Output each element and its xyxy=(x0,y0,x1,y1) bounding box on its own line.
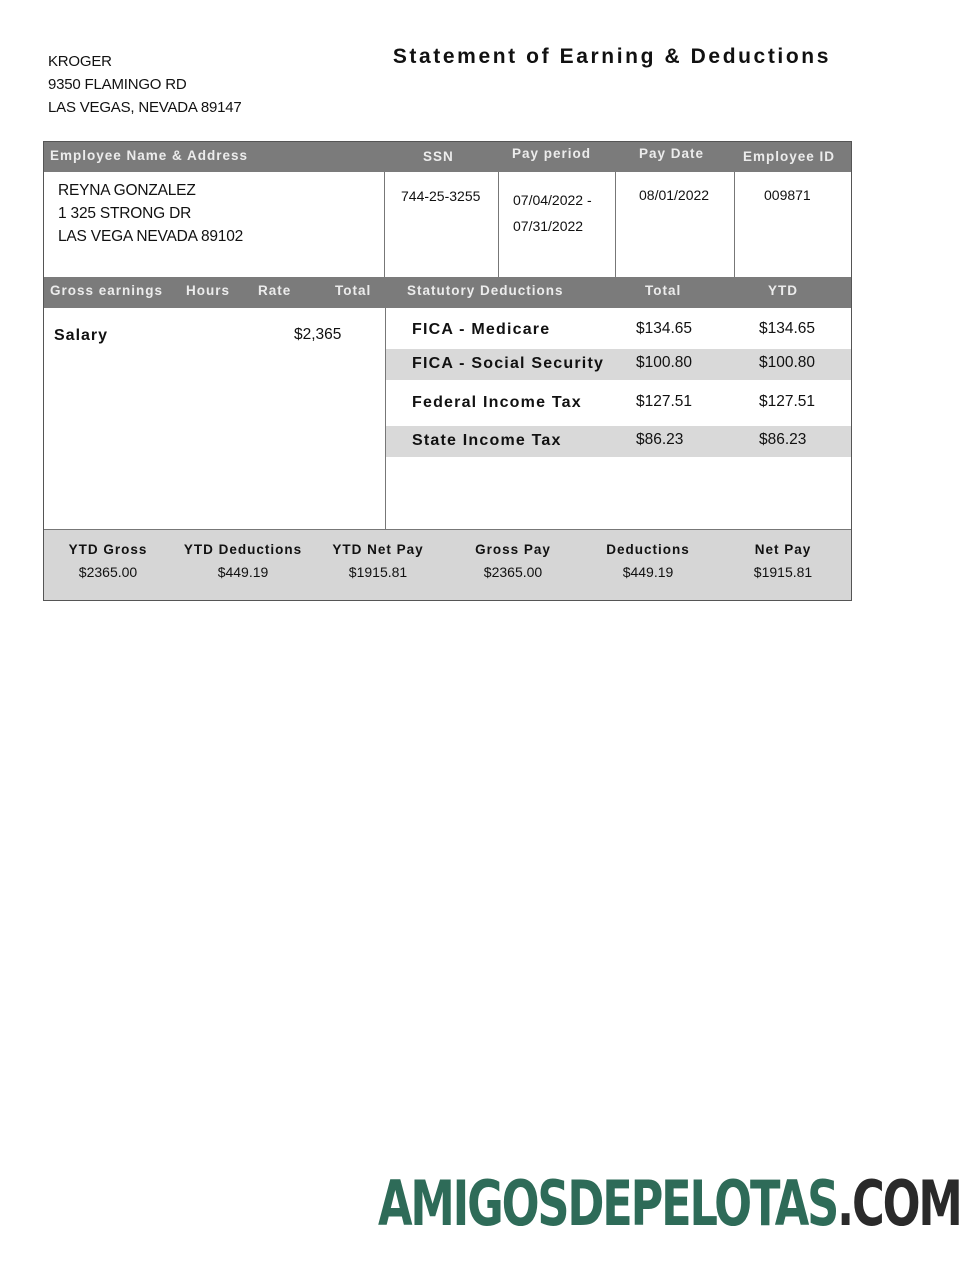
summary-item xyxy=(303,542,453,580)
company-address-line1: 9350 FLAMINGO RD xyxy=(48,76,187,93)
header-earnings-total: Total xyxy=(335,283,372,298)
deduction-ytd: $86.23 xyxy=(759,431,807,448)
earnings-salary-total: $2,365 xyxy=(294,326,342,343)
pay-summary xyxy=(44,529,851,600)
deduction-row xyxy=(386,349,851,380)
deduction-row xyxy=(386,315,851,346)
header-employee-id: Employee ID xyxy=(743,149,836,164)
header-pay-period: Pay period xyxy=(512,146,592,161)
employee-header-row xyxy=(44,142,851,172)
watermark-logo xyxy=(378,1167,961,1240)
pay-period-end: 07/31/2022 xyxy=(513,218,584,234)
company-name: KROGER xyxy=(48,53,112,70)
summary-label: Net Pay xyxy=(754,542,812,557)
header-gross-earnings: Gross earnings xyxy=(50,283,164,298)
summary-item xyxy=(573,542,723,580)
summary-value: $1915.81 xyxy=(348,564,408,580)
pay-date-value: 08/01/2022 xyxy=(639,187,710,203)
summary-label: Gross Pay xyxy=(475,542,551,557)
summary-label: Deductions xyxy=(606,542,690,557)
header-pay-date: Pay Date xyxy=(639,146,705,161)
header-statutory-deductions: Statutory Deductions xyxy=(407,283,564,298)
deduction-ytd: $127.51 xyxy=(759,393,816,410)
header-ytd: YTD xyxy=(768,283,798,298)
deduction-total: $86.23 xyxy=(636,431,684,448)
summary-value: $1915.81 xyxy=(753,564,813,580)
watermark-domain-suffix: .COM xyxy=(837,1167,961,1240)
deduction-label: FICA - Medicare xyxy=(412,321,551,338)
employee-address-line2: LAS VEGA NEVADA 89102 xyxy=(58,228,244,245)
pay-stub-table xyxy=(43,141,852,601)
summary-item xyxy=(708,542,858,580)
earnings-header-row xyxy=(44,277,851,308)
deduction-row xyxy=(386,388,851,419)
employee-address-block xyxy=(58,179,243,248)
divider xyxy=(734,172,735,277)
header-name-address: Employee Name & Address xyxy=(50,148,249,163)
deduction-label: Federal Income Tax xyxy=(412,394,582,411)
company-address-block xyxy=(48,50,242,119)
deduction-ytd: $134.65 xyxy=(759,320,816,337)
company-address-line2: LAS VEGAS, NEVADA 89147 xyxy=(48,99,242,116)
header-rate: Rate xyxy=(258,283,292,298)
deduction-total: $134.65 xyxy=(636,320,693,337)
summary-value: $449.19 xyxy=(622,564,674,580)
document-title: Statement of Earning & Deductions xyxy=(392,45,831,68)
pay-period-start: 07/04/2022 - xyxy=(513,192,592,208)
deduction-total: $127.51 xyxy=(636,393,693,410)
deduction-label: FICA - Social Security xyxy=(412,355,605,372)
deduction-label: State Income Tax xyxy=(412,432,562,449)
summary-value: $2365.00 xyxy=(78,564,138,580)
earnings-salary-label: Salary xyxy=(54,327,109,344)
watermark-main-text: AMIGOSDEPELOTAS xyxy=(378,1167,838,1240)
employee-id-value: 009871 xyxy=(764,187,811,203)
employee-name: REYNA GONZALEZ xyxy=(58,182,196,199)
employee-address-line1: 1 325 STRONG DR xyxy=(58,205,192,222)
summary-label: YTD Deductions xyxy=(183,542,303,557)
deduction-row xyxy=(386,426,851,457)
summary-label: YTD Gross xyxy=(68,542,148,557)
deduction-total: $100.80 xyxy=(636,354,693,371)
summary-item xyxy=(438,542,588,580)
divider xyxy=(384,172,385,277)
header-ssn: SSN xyxy=(423,149,454,164)
summary-value: $449.19 xyxy=(217,564,269,580)
employee-ssn: 744-25-3255 xyxy=(401,188,481,204)
header-deductions-total: Total xyxy=(645,283,682,298)
summary-item xyxy=(33,542,183,580)
divider xyxy=(498,172,499,277)
pay-period-value xyxy=(513,187,592,239)
summary-value: $2365.00 xyxy=(483,564,543,580)
header-hours: Hours xyxy=(186,283,231,298)
summary-label: YTD Net Pay xyxy=(332,542,424,557)
deduction-ytd: $100.80 xyxy=(759,354,816,371)
summary-item xyxy=(168,542,318,580)
divider xyxy=(615,172,616,277)
